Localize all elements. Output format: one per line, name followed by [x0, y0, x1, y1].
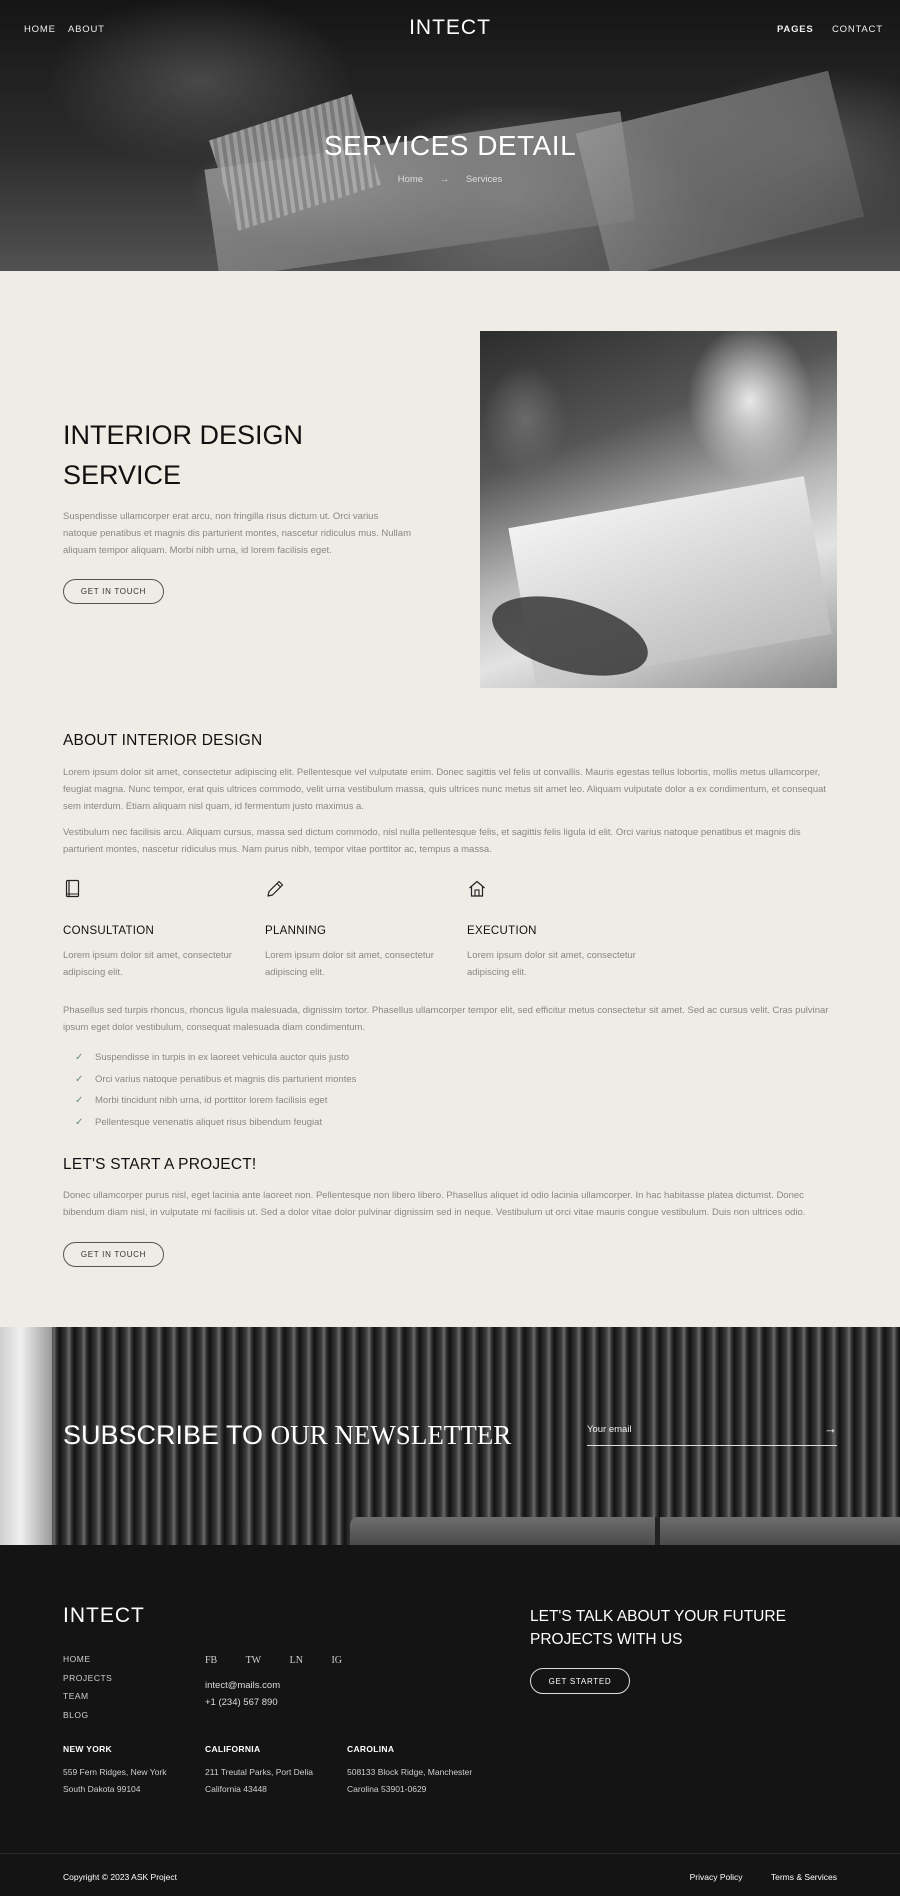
- office-new-york: [63, 1744, 213, 1798]
- team-meeting-image: [480, 331, 837, 688]
- breadcrumb-home[interactable]: Home: [397, 174, 424, 185]
- list-item: ✓ Morbi tincidunt nibh urna, id porttitor lorem facilisis eget: [75, 1095, 328, 1107]
- hero-banner: [0, 0, 900, 271]
- sofa-image: [350, 1517, 900, 1545]
- footer-nav-home[interactable]: HOME: [63, 1654, 91, 1664]
- breadcrumb: [0, 174, 900, 185]
- privacy-policy-link[interactable]: Privacy Policy: [689, 1872, 743, 1882]
- list-item: ✓ Suspendisse in turpis in ex laoreet vehicula auctor quis justo: [75, 1052, 350, 1064]
- email-placeholder: Your email: [587, 1424, 632, 1435]
- feature-title: PLANNING: [265, 925, 327, 937]
- footer-nav: [63, 1654, 112, 1728]
- feature-title: EXECUTION: [467, 925, 537, 937]
- nav-home[interactable]: HOME: [24, 24, 56, 35]
- footer-logo[interactable]: INTECT: [63, 1604, 145, 1627]
- feature-text: Lorem ipsum dolor sit amet, consectetur adipiscing elit.: [467, 950, 636, 978]
- service-description: Suspendisse ullamcorper erat arcu, non fringilla risus dictum ut. Orci varius natoque penatibus et magnis dis parturient montes, nascetur ridiculus mus. Nullam aliquam tempor aliquam. Morbi nibh urna, id lorem facilisis eget.: [63, 511, 411, 556]
- office-california: [205, 1744, 355, 1798]
- get-in-touch-button[interactable]: GET IN TOUCH: [63, 579, 164, 604]
- terms-link[interactable]: Terms & Services: [770, 1872, 837, 1882]
- office-city: CALIFORNIA: [205, 1744, 261, 1754]
- check-icon: ✓: [75, 1116, 84, 1128]
- newsletter-title-sans: SUBSCRIBE TO: [63, 1420, 264, 1450]
- social-instagram[interactable]: IG: [331, 1655, 343, 1666]
- office-carolina: [347, 1744, 497, 1798]
- newsletter-section: [0, 1327, 900, 1545]
- social-facebook[interactable]: FB: [205, 1655, 218, 1666]
- site-logo[interactable]: INTECT: [409, 16, 491, 39]
- curtain-image: [0, 1327, 52, 1545]
- social-linkedin[interactable]: LN: [289, 1655, 303, 1666]
- get-started-button[interactable]: GET STARTED: [530, 1668, 630, 1694]
- arrow-right-icon: →: [439, 174, 450, 185]
- feature-checklist: [75, 1047, 356, 1133]
- check-icon: ✓: [75, 1095, 84, 1107]
- about-paragraph-3: Phasellus sed turpis rhoncus, rhoncus ligula malesuada, dignissim tortor. Phasellus ullamcorper tempor elit, sed efficitur metus consectetur sit amet. Sed ac cursus velit. Cras pulvinar ipsum eget dolor vestibulum, consequat malesuada diam condimentum.: [63, 1005, 829, 1033]
- footer-cta-line2: PROJECTS WITH US: [530, 1631, 683, 1648]
- check-icon: ✓: [75, 1052, 84, 1064]
- office-address: 559 Fern Ridges, New York South Dakota 99104: [63, 1767, 167, 1794]
- list-item: ✓ Pellentesque venenatis aliquet risus bibendum feugiat: [75, 1116, 323, 1128]
- arrow-right-icon[interactable]: →: [824, 1421, 837, 1436]
- feature-consultation: [63, 879, 233, 981]
- feature-text: Lorem ipsum dolor sit amet, consectetur adipiscing elit.: [265, 950, 434, 978]
- office-address: 211 Treutal Parks, Port Delia California 43448: [205, 1767, 314, 1794]
- breadcrumb-current: Services: [465, 174, 503, 185]
- about-paragraph-2: Vestibulum nec facilisis arcu. Aliquam cursus, massa sed dictum commodo, nisl nulla pellentesque felis, et sagittis felis ligula id elit. Orci varius natoque penatibus et magnis dis parturient montes, nascetur ridiculus mus. Nam purus nibh, tempor vitae porttitor ac, tempus a massa.: [63, 827, 801, 855]
- nav-contact[interactable]: CONTACT: [832, 24, 883, 35]
- about-paragraph-1: Lorem ipsum dolor sit amet, consectetur adipiscing elit. Pellentesque vel vulputate enim. Donec sagittis vel felis ut convallis. Mauris egestas tellus lobortis, mollis metus ullamcorper, feugiat magna. Nunc tempor, erat quis ultrices commodo, velit urna vestibulum massa, quis ultrices nunc metus sit amet leo. Aliquam vulputate dolor a ex condimentum, et consequat sem interdum. Etiam aliquam nisl quam, id fermentum justo maximus a.: [63, 767, 827, 812]
- page-title: SERVICES DETAIL: [323, 130, 577, 161]
- feature-text: Lorem ipsum dolor sit amet, consectetur adipiscing elit.: [63, 950, 232, 978]
- contact-email[interactable]: intect@mails.com: [205, 1680, 281, 1691]
- footer-nav-projects[interactable]: PROJECTS: [63, 1672, 113, 1683]
- footer-divider: [0, 1853, 900, 1854]
- feature-planning: [265, 879, 435, 981]
- newsletter-title-serif: OUR NEWSLETTER: [270, 1420, 512, 1450]
- contact-info: [205, 1677, 280, 1711]
- pencil-icon: [265, 879, 285, 899]
- copyright: Copyright © 2023 ASK Project: [63, 1872, 177, 1882]
- home-icon: [467, 879, 487, 899]
- feature-title: CONSULTATION: [63, 925, 155, 937]
- top-navigation: [0, 0, 900, 58]
- office-city: NEW YORK: [63, 1744, 112, 1754]
- get-in-touch-button-2[interactable]: GET IN TOUCH: [63, 1242, 164, 1267]
- footer-cta-line1: LET'S TALK ABOUT YOUR FUTURE: [530, 1608, 786, 1625]
- footer-cta: [530, 1605, 830, 1651]
- social-twitter[interactable]: TW: [245, 1655, 262, 1666]
- check-icon: ✓: [75, 1073, 84, 1085]
- service-title-line2: SERVICE: [63, 460, 182, 490]
- footer: [0, 1545, 900, 1896]
- service-title-line1: INTERIOR DESIGN: [63, 420, 304, 450]
- feature-execution: [467, 879, 637, 981]
- about-heading: ABOUT INTERIOR DESIGN: [63, 732, 263, 749]
- start-project-text: Donec ullamcorper purus nisl, eget lacinia ante laoreet non. Pellentesque non libero libero. Phasellus aliquet id odio lacinia ullamcorper. In hac habitasse platea dictumst. Donec bibendum diam nisl, in vulputate mi facilisis ut. Sed a dolor vitae dolor pulvinar dignissim sed in neque. Vestibulum ut orci vitae mauris congue vestibulum. Duis non ultrices odio.: [63, 1190, 806, 1218]
- service-title: [63, 415, 303, 495]
- start-project-heading: LET'S START A PROJECT!: [63, 1156, 257, 1173]
- office-address: 508133 Block Ridge, Manchester Carolina 53901-0629: [347, 1767, 473, 1794]
- footer-nav-blog[interactable]: BLOG: [63, 1709, 89, 1720]
- book-icon: [63, 879, 83, 899]
- legal-links: [664, 1872, 837, 1882]
- nav-pages[interactable]: PAGES: [777, 24, 814, 35]
- office-city: CAROLINA: [347, 1744, 395, 1754]
- email-field[interactable]: [587, 1421, 837, 1446]
- nav-about[interactable]: ABOUT: [68, 24, 105, 35]
- social-links: [205, 1655, 356, 1666]
- contact-phone[interactable]: +1 (234) 567 890: [205, 1697, 278, 1708]
- footer-nav-team[interactable]: TEAM: [63, 1691, 89, 1701]
- newsletter-title: [63, 1420, 511, 1451]
- list-item: ✓ Orci varius natoque penatibus et magnis dis parturient montes: [75, 1073, 357, 1085]
